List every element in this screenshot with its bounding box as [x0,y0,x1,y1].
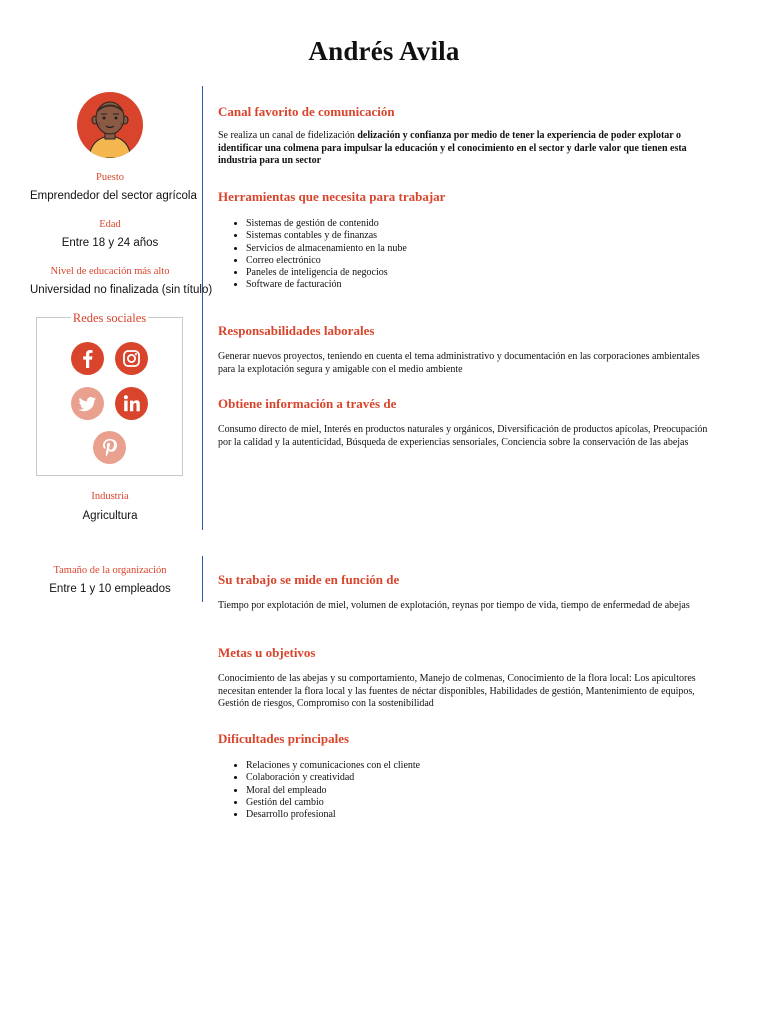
industria-label: Industria [91,491,129,502]
tamano-label: Tamaño de la organización [53,565,167,576]
avatar [77,92,143,158]
section-herramientas [218,189,708,292]
section-medicion [218,572,708,613]
tamano-value: Entre 1 y 10 empleados [49,583,171,595]
section-title: Metas u objetivos [218,645,316,660]
instagram-icon[interactable] [115,342,148,375]
person-avatar-icon [77,92,143,158]
section-metas [218,645,708,711]
facebook-icon[interactable] [71,342,104,375]
social-networks-box [36,311,183,476]
list-item: • Moral del empleado [246,785,708,797]
section-text-plain: Se realiza un canal de fidelización [218,130,358,141]
list-item: • Correo electrónico [246,255,708,267]
puesto-block [28,172,197,202]
section-dificultades [218,731,708,821]
section-informacion [218,396,708,449]
industria-block [28,491,192,522]
list-item: • Sistemas de gestión de contenido [246,218,708,230]
section-text [218,130,708,168]
section-text: Tiempo por explotación de miel, volumen de explotación, reynas por tiempo de vida, tiempo de enfermedad de abejas [218,600,690,611]
list-item: • Desarrollo profesional [246,809,708,821]
list-item: • Colaboración y creatividad [246,772,708,784]
list-item: • Sistemas contables y de finanzas [246,230,708,242]
tamano-block [28,565,192,595]
industria-value: Agricultura [82,510,138,522]
list-item: • Gestión del cambio [246,797,708,809]
section-title: Dificultades principales [218,731,350,746]
social-networks-title: Redes sociales [72,311,147,325]
section-title: Su trabajo se mide en función de [218,572,400,587]
section-text: Generar nuevos proyectos, teniendo en cuenta el tema administrativo y documentación en las corporaciones ambientales para la explotación segura y amigable con el medio ambiente [218,351,700,375]
educacion-label: Nivel de educación más alto [50,266,170,277]
section-title: Canal favorito de comunicación [218,104,395,119]
tools-list [218,218,708,292]
edad-block [28,219,192,249]
persona-name: Andrés Avila [308,36,460,66]
educacion-block [28,266,213,296]
list-item: • Relaciones y comunicaciones con el cliente [246,760,708,772]
puesto-value: Emprendedor del sector agrícola [30,190,197,202]
section-title: Herramientas que necesita para trabajar [218,189,446,204]
list-item: • Servicios de almacenamiento en la nube [246,243,708,255]
edad-value: Entre 18 y 24 años [61,237,159,249]
column-divider-bottom [202,556,203,602]
linkedin-icon[interactable] [115,387,148,420]
list-item: • Software de facturación [246,279,708,291]
section-canal [218,104,708,168]
educacion-value: Universidad no finalizada (sin título) [30,284,213,296]
section-text-bold: delización y confianza por medio de tener la experiencia de poder explotar o identificar una colmena para impulsar la educación y el conocimiento en el sector y darle valor que tienen esta industria para un sector [218,130,687,166]
section-text: Conocimiento de las abejas y su comportamiento, Manejo de colmenas, Conocimiento de la flora local: Los apicultores necesitan entender la flora local y las fuentes de néctar disponibles, Habilidades de gestión, Mantenimiento de equipos, Gestión de riesgos, Compromiso con la sostenibilidad [218,673,696,709]
puesto-label: Puesto [95,172,124,183]
difficulties-list [218,760,708,821]
pinterest-icon[interactable] [93,431,126,464]
edad-label: Edad [99,219,121,230]
section-title: Responsabilidades laborales [218,323,375,338]
section-title: Obtiene información a través de [218,396,397,411]
column-divider-top [202,86,203,530]
list-item: • Paneles de inteligencia de negocios [246,267,708,279]
twitter-icon[interactable] [71,387,104,420]
section-responsabilidades [218,323,708,376]
section-text: Consumo directo de miel, Interés en productos naturales y orgánicos, Diversificación de productos apícolas, Preocupación por la calidad y la autenticidad, Búsqueda de experiencias sensoriales, Conciencia sobre la conservación de las abejas [218,424,708,448]
